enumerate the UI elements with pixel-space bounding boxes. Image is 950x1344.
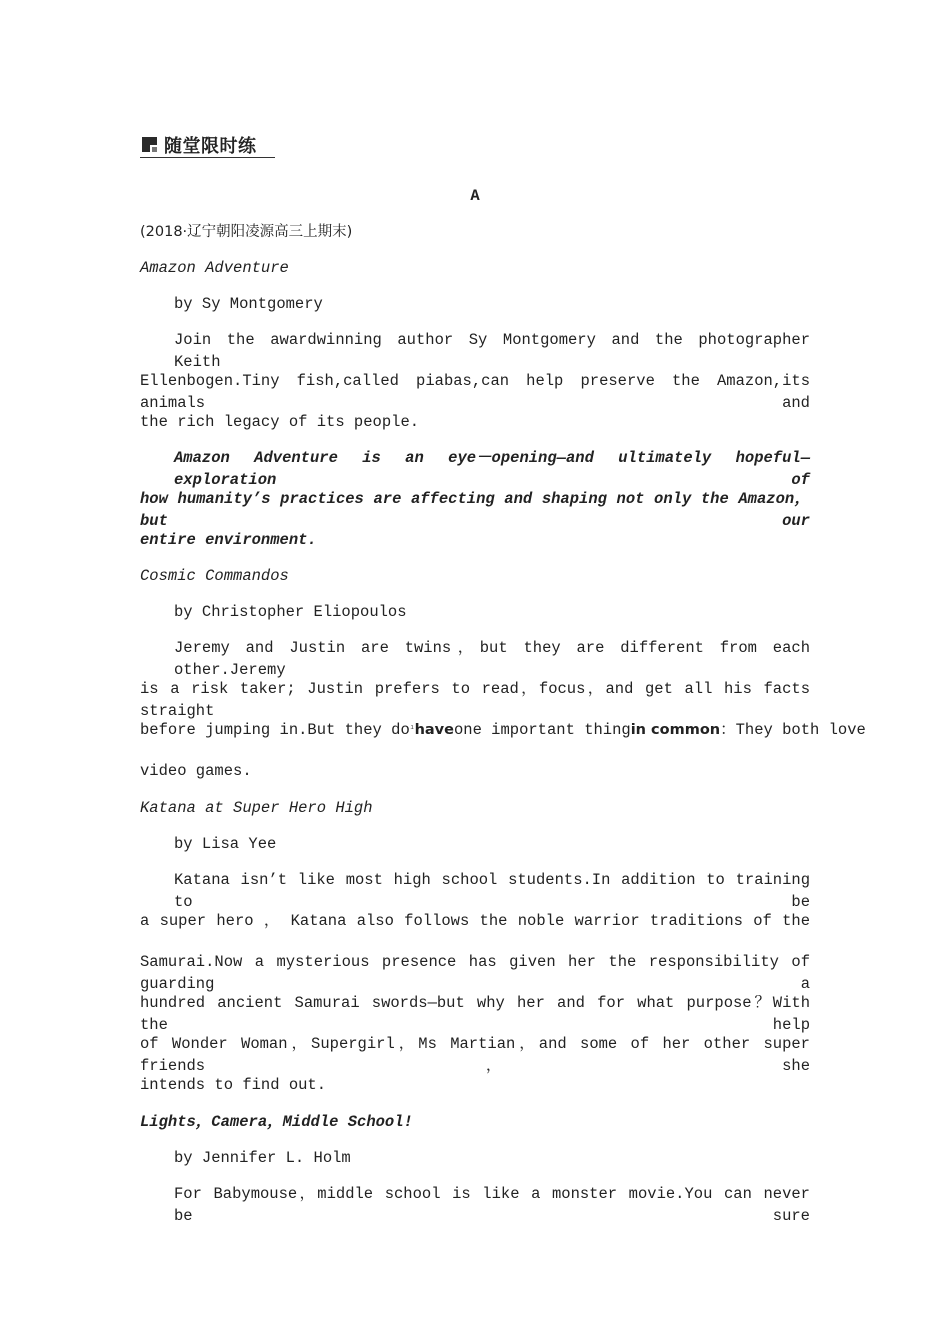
paragraph-line: how humanity’s practices are affecting and shaping not only the Amazon，but our — [140, 490, 810, 530]
paragraph-line: For Babymouse，middle school is like a monster movie.You can never be sure — [174, 1185, 810, 1225]
book-title: Amazon Adventure — [140, 259, 289, 277]
paragraph-line: Katana isn’t like most high school students.In addition to training to be — [174, 871, 810, 911]
paragraph-line: entire environment. — [140, 531, 317, 549]
section-square-icon — [142, 137, 157, 152]
book-title: Lights，Camera，Middle School! — [140, 1113, 413, 1131]
part-label: A — [470, 187, 480, 205]
book-author: by Sy Montgomery — [174, 295, 323, 313]
section-header — [140, 131, 275, 158]
source-note: (2018·辽宁朝阳凌源高三上期末) — [140, 224, 353, 240]
paragraph-line: is a risk taker; Justin prefers to read，focus，and get all his facts straight — [140, 680, 810, 720]
paragraph-line: intends to find out. — [140, 1076, 327, 1094]
book-author: by Christopher Eliopoulos — [174, 603, 407, 621]
book-title: Katana at Super Hero High — [140, 799, 373, 817]
paragraph-line: Amazon Adventure is an eye－opening—and ultimately hopeful—exploration of — [174, 449, 810, 489]
section-title: 随堂限时练 — [164, 136, 257, 157]
paragraph-line: Samurai.Now a mysterious presence has given her the responsibility of guarding a — [140, 953, 810, 993]
paragraph-line: a super hero ， Katana also follows the noble warrior traditions of the — [140, 912, 810, 930]
book-author: by Jennifer L. Holm — [174, 1149, 351, 1167]
paragraph-line: before jumping in.But they $do^ˡhave$ one important thing in common：They both love — [140, 721, 866, 739]
book-author: by Lisa Yee — [174, 835, 277, 853]
paragraph-line: video games. — [140, 762, 252, 780]
paragraph-line: hundred ancient Samurai swords—but why her and for what purpose？With the help — [140, 994, 810, 1034]
text-run: ：They both love — [720, 721, 866, 739]
paragraph-line: Join the awardwinning author Sy Montgomery and the photographer Keith — [174, 331, 810, 371]
paragraph-line: Ellenbogen.Tiny fish,called piabas,can help preserve the Amazon,its animals and — [140, 372, 810, 412]
text-run: one important thing — [453, 721, 631, 739]
paragraph-line: of Wonder Woman，Supergirl，Ms Martian，and some of her other super friends，she — [140, 1035, 810, 1075]
paragraph-line: Jeremy and Justin are twins，but they are different from each other.Jeremy — [174, 639, 810, 679]
paragraph-line: the rich legacy of its people. — [140, 413, 420, 431]
text-run: before jumping in.But they do — [140, 721, 410, 739]
highlight-word: have — [414, 722, 454, 738]
book-title: Cosmic Commandos — [140, 567, 289, 585]
highlight-phrase: in common — [630, 722, 721, 738]
